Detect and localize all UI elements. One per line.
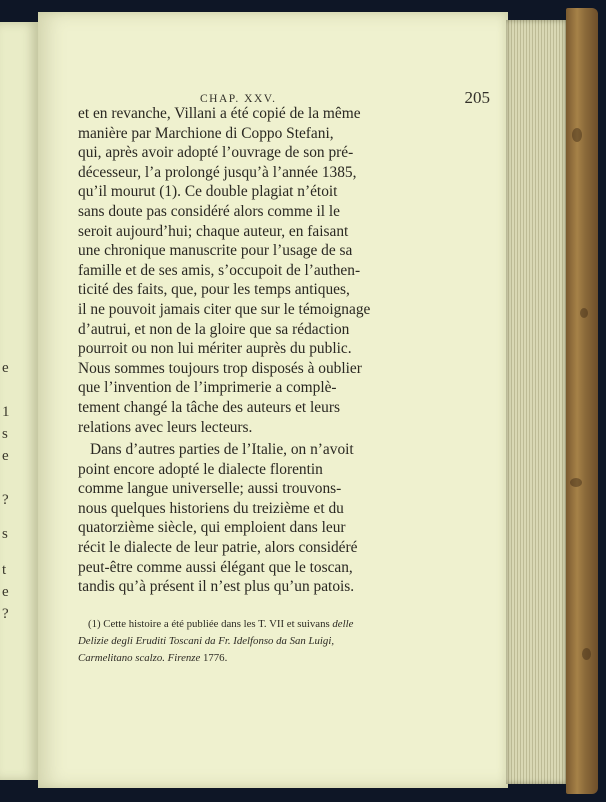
text-line: peut-être comme aussi élégant que le toscan, — [78, 558, 353, 576]
footnote-text: 1776. — [202, 652, 228, 664]
footnote-italic: delle — [332, 618, 354, 630]
facing-page-fragment: s — [2, 526, 8, 542]
facing-page-fragment: e — [2, 360, 9, 376]
text-line: et en revanche, Villani a été copié de la même — [78, 105, 361, 122]
text-line: famille et de ses amis, s’occupoit de l’authen- — [78, 261, 361, 279]
text-line: tandis qu’à présent il n’est plus qu’un patois. — [78, 578, 355, 596]
text-line: Nous sommes toujours trop disposés à oublier — [78, 359, 362, 377]
facing-page-edge — [0, 22, 40, 780]
page-number: 205 — [464, 88, 490, 107]
text-line: nous quelques historiens du treizième et du — [78, 499, 344, 517]
text-line: d’autrui, et non de la gloire que sa rédaction — [78, 320, 350, 338]
text-line: une chronique manuscrite pour l’usage de sa — [78, 242, 353, 260]
text-line: ticité des faits, que, pour les temps antiques, — [78, 281, 350, 299]
text-line: Dans d’autres parties de l’Italie, on n’avoit — [90, 441, 354, 459]
text-line: qu’il mourut (1). Ce double plagiat n’étoit — [78, 183, 338, 201]
text-line: qui, après avoir adopté l’ouvrage de son pré- — [78, 144, 354, 162]
footnote-italic: Carmelitano scalzo. Firenze — [78, 652, 203, 664]
footnote-line — [78, 616, 396, 633]
footnote-italic: Delizie degli Eruditi Toscani da Fr. Idelfonso da San Luigi, — [78, 635, 335, 647]
text-line: pourroit ou non lui mériter auprès du public. — [78, 340, 352, 358]
chapter-heading: CHAP. XXV. — [200, 93, 277, 105]
facing-page-fragment: 1 — [2, 404, 10, 420]
text-line: récit le dialecte de leur patrie, alors considéré — [78, 539, 358, 557]
text-line: tement changé la tâche des auteurs et leurs — [78, 398, 340, 416]
footnote — [78, 616, 396, 667]
footnote-line — [78, 650, 396, 667]
leather-cover — [566, 8, 598, 794]
facing-page-fragment: e — [2, 448, 9, 464]
text-line: relations avec leurs lecteurs. — [78, 418, 253, 436]
facing-page-fragment: ? — [2, 492, 9, 508]
text-line: il ne pouvoit jamais citer que sur le témoignage — [78, 300, 371, 318]
text-line: seroit aujourd’hui; chaque auteur, en faisant — [78, 222, 349, 240]
text-line: point encore adopté le dialecte florentin — [78, 460, 323, 478]
facing-page-fragment: s — [2, 426, 8, 442]
facing-page-fragment: e — [2, 584, 9, 600]
facing-page-fragment: ? — [2, 606, 9, 622]
text-line: sans doute pas considéré alors comme il le — [78, 202, 340, 220]
footnote-line — [78, 633, 396, 650]
text-line: décesseur, l’a prolongé jusqu’à l’année 1385, — [78, 163, 357, 181]
body-text — [78, 104, 398, 597]
text-line: comme langue universelle; aussi trouvons- — [78, 480, 342, 498]
text-line: manière par Marchione di Coppo Stefani, — [78, 124, 334, 142]
text-line: quatorzième siècle, qui emploient dans leur — [78, 519, 346, 537]
text-line: que l’invention de l’imprimerie a complè- — [78, 379, 337, 397]
facing-page-fragment: t — [2, 562, 7, 578]
page-edges — [506, 20, 566, 784]
footnote-text: (1) Cette histoire a été publiée dans les T. VII et suivans — [88, 618, 333, 630]
